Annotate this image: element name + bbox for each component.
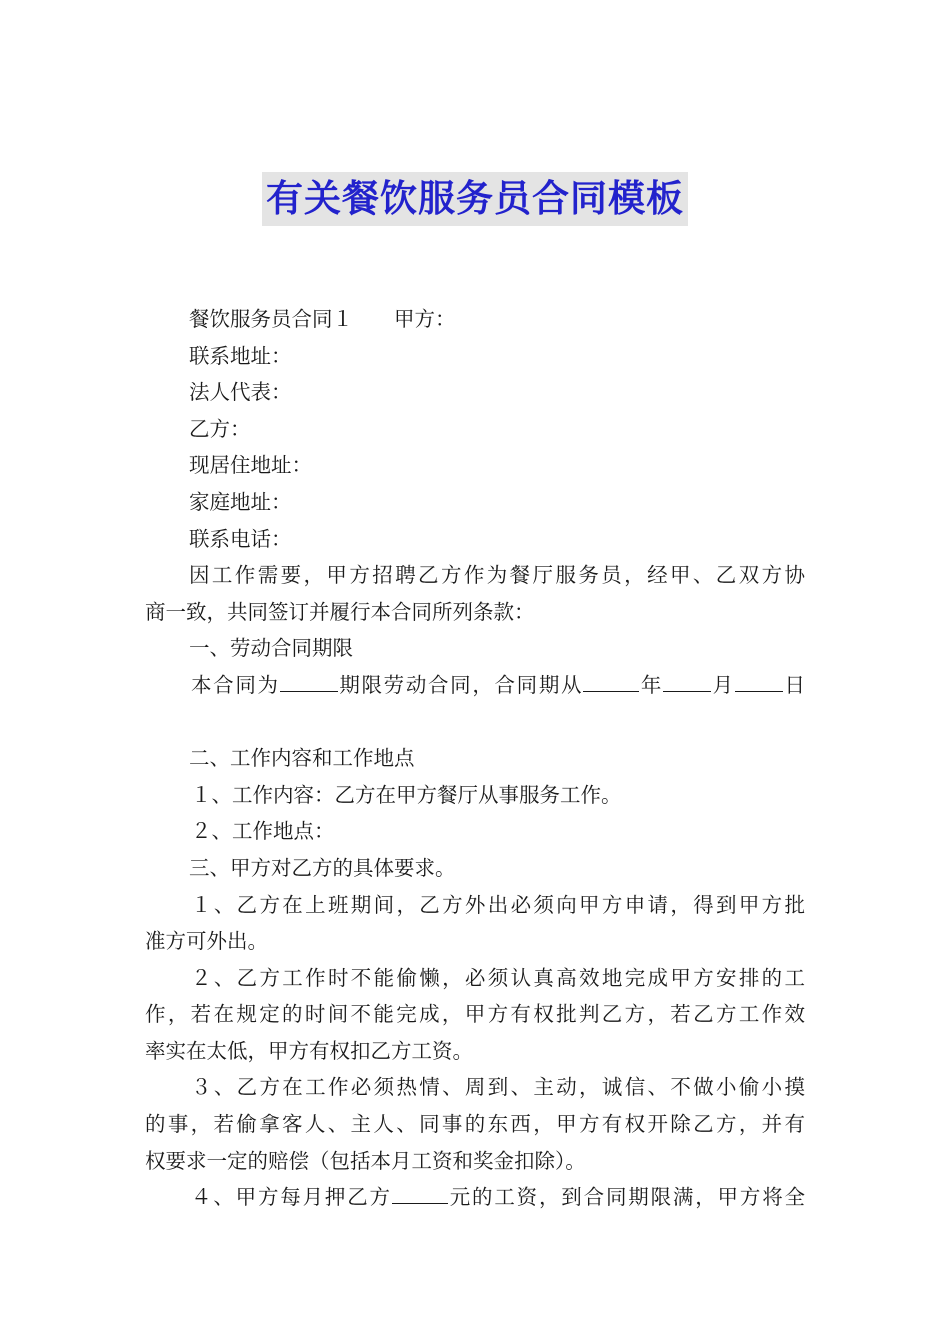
fill-in-blank bbox=[663, 669, 711, 692]
paragraph-line: 率实在太低，甲方有权扣乙方工资。 bbox=[145, 1038, 473, 1063]
paragraph-line: 联系地址： bbox=[189, 343, 292, 368]
paragraph-line: ３、乙方在工作必须热情、周到、主动，诚信、不做小偷小摸 bbox=[191, 1075, 805, 1100]
fill-in-blank bbox=[280, 669, 338, 692]
paragraph-line: 因工作需要，甲方招聘乙方作为餐厅服务员，经甲、乙双方协 bbox=[189, 563, 805, 588]
paragraph-line: ２、工作地点： bbox=[191, 819, 335, 844]
fill-in-blank bbox=[735, 669, 783, 692]
paragraph-line-with-blanks bbox=[145, 704, 805, 741]
paragraph-line: 乙方： bbox=[189, 416, 251, 441]
paragraph-line-with-blanks bbox=[145, 667, 805, 704]
text-segment: 月 bbox=[711, 672, 735, 697]
paragraph-line: 现居住地址： bbox=[189, 453, 312, 478]
fill-in-blank bbox=[392, 1181, 448, 1204]
document-title: 有关餐饮服务员合同模板 bbox=[262, 172, 688, 226]
paragraph-line: 准方可外出。 bbox=[145, 929, 268, 954]
section-heading: 三、甲方对乙方的具体要求。 bbox=[189, 855, 456, 880]
paragraph-line: 权要求一定的赔偿（包括本月工资和奖金扣除）。 bbox=[145, 1148, 586, 1173]
text-segment: 元的工资，到合同期限满，甲方将全 bbox=[447, 1185, 805, 1210]
section-heading: 一、劳动合同期限 bbox=[189, 636, 353, 661]
paragraph-line: １、乙方在上班期间，乙方外出必须向甲方申请，得到甲方批 bbox=[191, 892, 805, 917]
title-block bbox=[0, 172, 950, 226]
paragraph-line: 家庭地址： bbox=[189, 489, 292, 514]
paragraph-line: ２、乙方工作时不能偷懒，必须认真高效地完成甲方安排的工 bbox=[191, 965, 805, 990]
paragraph-line: 商一致，共同签订并履行本合同所列条款： bbox=[145, 599, 535, 624]
paragraph-line: 法人代表： bbox=[189, 380, 292, 405]
paragraph-line: 餐饮服务员合同１ 甲方： bbox=[189, 307, 456, 331]
fill-in-blank bbox=[583, 669, 639, 692]
text-segment: 年 bbox=[639, 672, 664, 697]
paragraph-line: 联系电话： bbox=[189, 526, 292, 551]
text-segment: 期限劳动合同，合同期从 bbox=[337, 672, 584, 697]
paragraph-line: １、工作内容：乙方在甲方餐厅从事服务工作。 bbox=[191, 782, 622, 807]
text-segment: 日 bbox=[782, 672, 805, 697]
paragraph-line-with-blanks bbox=[145, 1179, 805, 1216]
paragraph-line: 作，若在规定的时间不能完成，甲方有权批判乙方，若乙方工作效 bbox=[145, 1002, 805, 1027]
paragraph-line: 的事，若偷拿客人、主人、同事的东西，甲方有权开除乙方，并有 bbox=[145, 1112, 805, 1137]
text-segment: 本合同为 bbox=[191, 672, 280, 697]
text-segment: ４、甲方每月押乙方 bbox=[191, 1185, 392, 1210]
section-heading: 二、工作内容和工作地点 bbox=[189, 746, 415, 771]
document-body bbox=[145, 301, 805, 1216]
